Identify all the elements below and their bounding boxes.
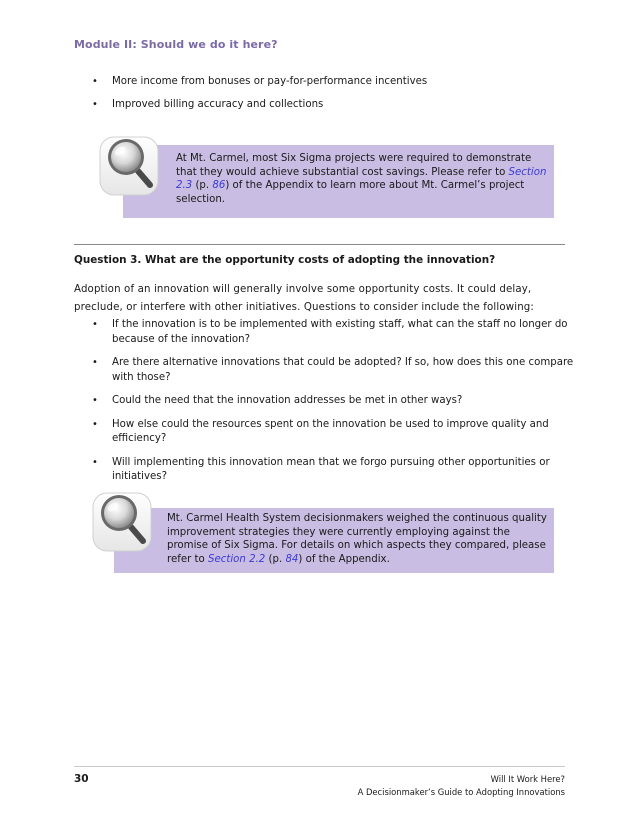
section-link[interactable]: Section 2.3 [176, 166, 547, 192]
bullet-icon: • [92, 98, 98, 110]
list-item [74, 394, 574, 409]
list-item [74, 418, 574, 447]
bullet-icon: • [92, 418, 98, 430]
list-item [74, 318, 574, 347]
list-item-text: Could the need that the innovation addresses be met in other ways? [112, 395, 463, 406]
footer-title [358, 773, 565, 799]
bullet-icon: • [92, 456, 98, 468]
callout-text-part: (p. [265, 553, 286, 565]
question-list [74, 318, 574, 494]
callout-text-part: ) of the Appendix to learn more about Mt. Carmel’s project selection. [176, 180, 525, 205]
callout-text-part: (p. [192, 180, 213, 192]
callout-text [167, 512, 547, 566]
list-item-text: Will implementing this innovation mean that we forgo pursuing other opportunities or initiatives? [112, 456, 550, 482]
bullet-icon: • [92, 357, 98, 368]
callout-text [176, 152, 548, 206]
page-link[interactable]: 84 [285, 553, 299, 565]
callout-text-part: Mt. Carmel Health System decisionmakers weighed the continuous quality improvement strategies they were currently employing against the promise of Six Sigma. For details on which aspects they compared, please refer to [167, 513, 547, 565]
list-item-text: If the innovation is to be implemented with existing staff, what can the staff no longer do because of the innovation? [112, 319, 568, 345]
list-item [74, 356, 574, 385]
footer-title-line1: Will It Work Here? [490, 774, 565, 784]
section-link[interactable]: Section 2.2 [207, 553, 266, 565]
magnifying-glass-icon [87, 483, 161, 557]
list-item-text: Are there alternative innovations that could be adopted? If so, how does this one compare with those? [112, 357, 574, 383]
list-item-text: More income from bonuses or pay-for-performance incentives [112, 76, 428, 87]
list-item-text: Improved billing accuracy and collections [112, 98, 324, 110]
list-item [74, 75, 574, 90]
list-item [74, 456, 574, 485]
page-link[interactable]: 86 [212, 180, 226, 192]
bullet-icon: • [92, 319, 98, 330]
benefits-list [74, 75, 574, 120]
footer-divider [74, 766, 565, 767]
section-divider [74, 244, 565, 245]
question-intro: Adoption of an innovation will generally involve some opportunity costs. It could delay, preclude, or interfere with other initiatives. Questions to consider include the following: [74, 284, 534, 313]
callout-text-part: ) of the Appendix. [298, 553, 390, 565]
magnifying-glass-icon [94, 127, 168, 201]
list-item [74, 98, 574, 113]
question-heading: Question 3. What are the opportunity costs of adopting the innovation? [74, 254, 496, 266]
module-title: Module II: Should we do it here? [74, 38, 278, 51]
footer-title-line2: A Decisionmaker’s Guide to Adopting Innovations [357, 787, 565, 797]
bullet-icon: • [92, 76, 98, 87]
page-number: 30 [74, 773, 89, 785]
callout-text-part: At Mt. Carmel, most Six Sigma projects were required to demonstrate that they would achieve substantial cost savings. Please refer to [176, 153, 532, 178]
list-item-text: How else could the resources spent on the innovation be used to improve quality and efficiency? [112, 418, 549, 444]
bullet-icon: • [92, 395, 98, 406]
